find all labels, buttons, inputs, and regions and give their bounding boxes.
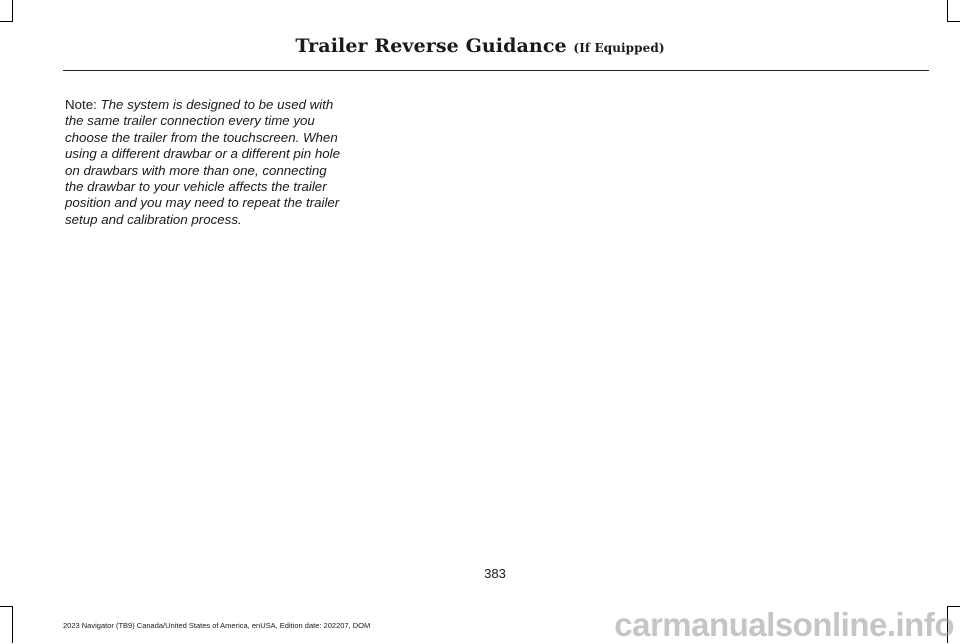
crop-mark-bottom-left-horizontal [0,606,13,607]
note-paragraph [65,97,347,228]
crop-mark-top-left-horizontal [0,21,13,22]
header-rule [63,70,929,71]
note-body: The system is designed to be used with the same trailer connection every time you choose the trailer from the touchscreen. When using a different drawbar or a different pin hole on drawbars with more than one, connecting the drawbar to your vehicle affects the trailer position and you may need to repeat the trailer setup and calibration process. [65,97,340,227]
note-label: Note: [65,97,97,112]
crop-mark-bottom-left-vertical [12,606,13,643]
footer-edition: 2023 Navigator (TB9) Canada/United States of America, enUSA, Edition date: 202207, DOM [63,621,371,630]
crop-mark-top-right-horizontal [947,21,960,22]
page-title-main: Trailer Reverse Guidance [295,35,567,57]
crop-mark-top-left-vertical [12,0,13,22]
page-title-suffix: (If Equipped) [573,41,665,55]
page-title [0,35,960,57]
crop-mark-top-right-vertical [947,0,948,22]
watermark-logo: carmanualsonline.info [614,606,954,643]
page-number: 383 [484,566,506,581]
